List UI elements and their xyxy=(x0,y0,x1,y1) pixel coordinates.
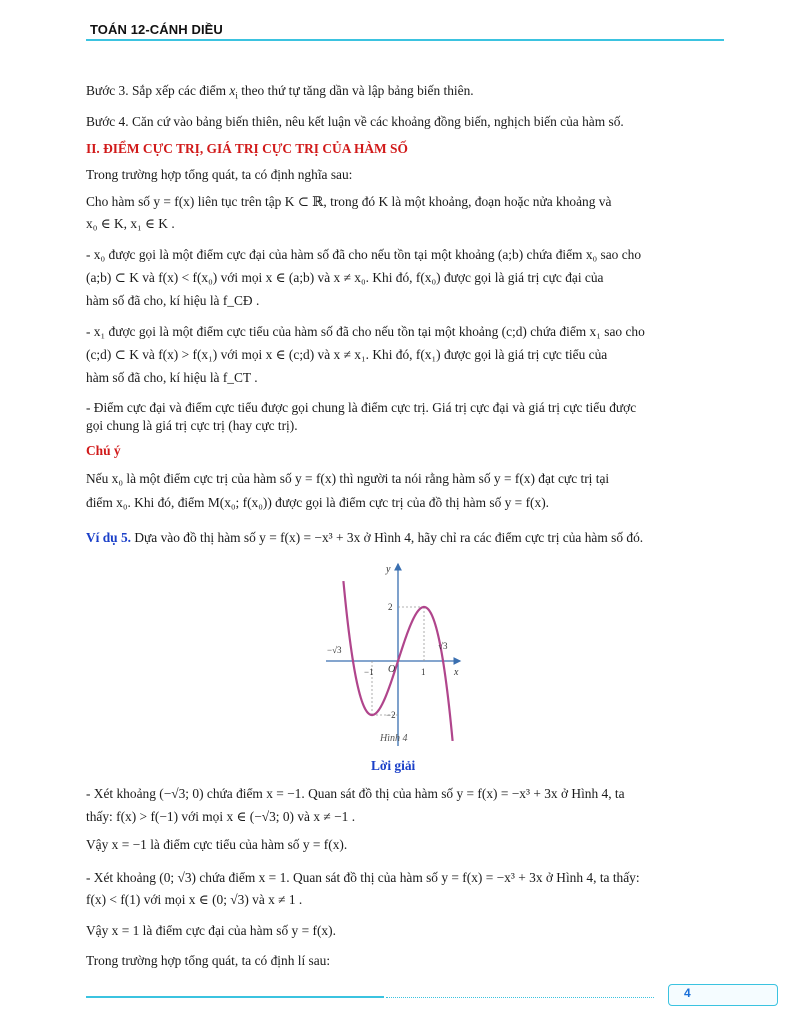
paragraph-line: - x₁ được gọi là một điểm cực tiểu của hàm số đã cho nếu tồn tại một khoảng (c;d) chứa điểm x₁ sao cho xyxy=(86,324,645,339)
step-3-text-b: theo thứ tự tăng dần và lập bảng biến thiên. xyxy=(237,83,474,98)
figure-caption: Hình 4 xyxy=(380,733,408,744)
step-3-text-a: Bước 3. Sắp xếp các điểm xyxy=(86,83,230,98)
origin-label: O xyxy=(388,664,396,675)
note-heading: Chú ý xyxy=(86,443,121,458)
function-graph xyxy=(324,560,464,750)
paragraph-line: hàm số đã cho, kí hiệu là f_CĐ . xyxy=(86,293,260,308)
paragraph-line: - Xét khoảng (−√3; 0) chứa điểm x = −1. Quan sát đồ thị của hàm số y = f(x) = −x³ + 3x ở Hình 4, ta xyxy=(86,786,625,801)
tick-neg2: −2 xyxy=(386,710,396,720)
paragraph-line: điểm x₀. Khi đó, điểm M(x₀; f(x₀)) được gọi là điểm cực trị của đồ thị hàm số y = f(x). xyxy=(86,495,549,510)
paragraph-line: - x₀ được gọi là một điểm cực đại của hàm số đã cho nếu tồn tại một khoảng (a;b) chứa điểm x₀ sao cho xyxy=(86,247,642,262)
paragraph-line: x₀ ∈ K, x₁ ∈ K . xyxy=(86,216,175,231)
axis-y-label: y xyxy=(386,564,391,575)
paragraph-line: Nếu x₀ là một điểm cực trị của hàm số y = f(x) thì người ta nói rằng hàm số y = f(x) đạt cực trị tại xyxy=(86,471,610,486)
step-4: Bước 4. Căn cứ vào bảng biến thiên, nêu kết luận về các khoảng đồng biến, nghịch biến của hàm số. xyxy=(86,114,624,129)
footer-dotted-line xyxy=(386,994,654,998)
paragraph-line: Trong trường hợp tổng quát, ta có định lí sau: xyxy=(86,953,331,968)
step-3-sub: i xyxy=(235,90,238,101)
paragraph-line: thấy: f(x) > f(−1) với mọi x ∈ (−√3; 0) và x ≠ −1 . xyxy=(86,809,356,824)
example-line xyxy=(86,529,643,547)
paragraph-line: Trong trường hợp tổng quát, ta có định nghĩa sau: xyxy=(86,167,353,182)
paragraph-line: Vậy x = −1 là điểm cực tiểu của hàm số y = f(x). xyxy=(86,837,348,852)
paragraph-line: gọi chung là giá trị cực trị (hay cực trị). xyxy=(86,418,298,433)
paragraph-line: f(x) < f(1) với mọi x ∈ (0; √3) và x ≠ 1 . xyxy=(86,892,303,907)
section-heading: II. ĐIỂM CỰC TRỊ, GIÁ TRỊ CỰC TRỊ CỦA HÀM SỐ xyxy=(86,141,408,156)
tick-pos-sqrt3: √3 xyxy=(438,641,448,651)
paragraph-line: Cho hàm số y = f(x) liên tục trên tập K ⊂ ℝ, trong đó K là một khoảng, đoạn hoặc nửa khoảng và xyxy=(86,194,612,209)
tick-1: 1 xyxy=(421,667,426,677)
step-3 xyxy=(86,82,474,105)
paragraph-line: (a;b) ⊂ K và f(x) < f(x₀) với mọi x ∈ (a;b) và x ≠ x₀. Khi đó, f(x₀) được gọi là giá trị cực đại của xyxy=(86,270,604,285)
header-divider xyxy=(86,39,724,41)
tick-2: 2 xyxy=(388,602,393,612)
example-label: Ví dụ 5. xyxy=(86,530,132,545)
tick-neg-sqrt3: −√3 xyxy=(327,645,342,655)
header-title: TOÁN 12-CÁNH DIỀU xyxy=(90,22,223,37)
example-text: Dựa vào đồ thị hàm số y = f(x) = −x³ + 3x ở Hình 4, hãy chỉ ra các điểm cực trị của hàm số đó. xyxy=(131,530,644,545)
footer-divider xyxy=(86,996,384,998)
paragraph-line: hàm số đã cho, kí hiệu là f_CT . xyxy=(86,370,258,385)
paragraph-line: - Xét khoảng (0; √3) chứa điểm x = 1. Quan sát đồ thị của hàm số y = f(x) = −x³ + 3x ở Hình 4, ta thấy: xyxy=(86,870,640,885)
page-number: 4 xyxy=(684,986,691,1000)
step-3-var: x xyxy=(229,83,236,98)
paragraph-line: (c;d) ⊂ K và f(x) > f(x₁) với mọi x ∈ (c;d) và x ≠ x₁. Khi đó, f(x₁) được gọi là giá trị cực tiểu của xyxy=(86,347,608,362)
solution-heading: Lời giải xyxy=(371,758,416,773)
axis-x-label: x xyxy=(454,667,459,678)
tick-neg1: −1 xyxy=(364,667,374,677)
paragraph-line: Vậy x = 1 là điểm cực đại của hàm số y = f(x). xyxy=(86,923,336,938)
paragraph-line: - Điểm cực đại và điểm cực tiểu được gọi chung là điểm cực trị. Giá trị cực đại và giá trị cực tiểu được xyxy=(86,400,637,415)
